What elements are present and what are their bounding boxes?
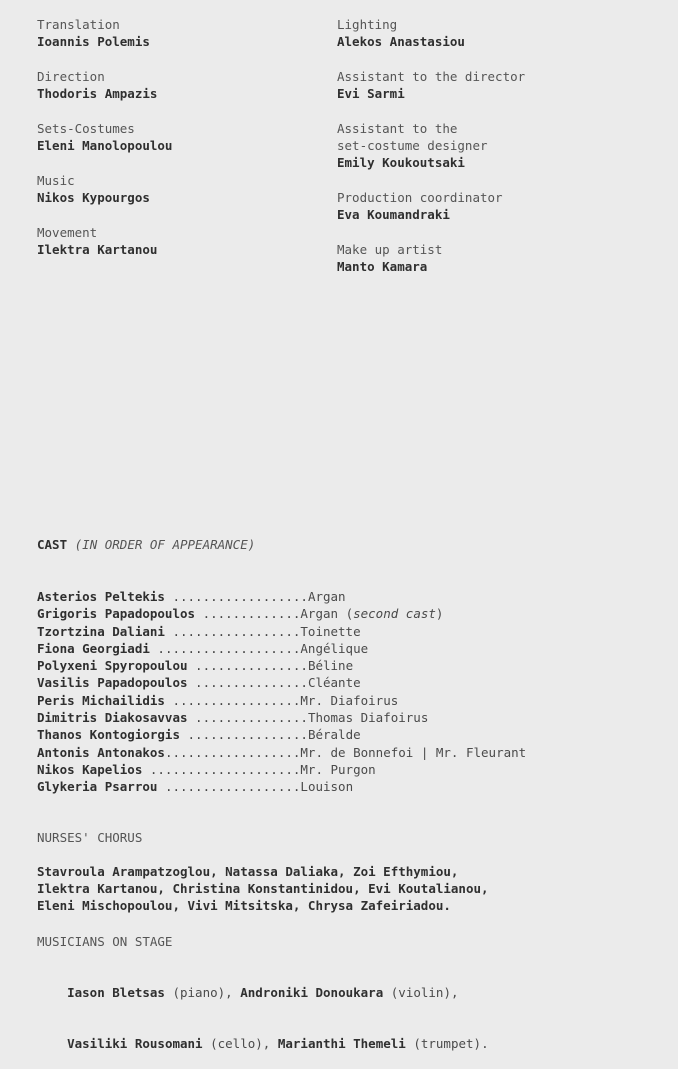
credit-name: Manto Kamara — [337, 259, 428, 274]
cast-role: Louison — [300, 779, 354, 795]
cast-row — [37, 640, 526, 657]
cast-leader-dots: ............... — [187, 675, 308, 691]
cast-row — [37, 623, 526, 640]
cast-row — [37, 726, 526, 743]
cast-leader-dots: ................. — [164, 623, 301, 639]
cast-role: Mr. Purgon — [300, 761, 376, 777]
credit-assistant-director — [337, 68, 637, 102]
credit-music — [37, 172, 337, 206]
credit-role: Production coordinator — [337, 190, 503, 205]
cast-role: Toinette — [300, 623, 361, 639]
credit-name: Alekos Anastasiou — [337, 34, 465, 49]
musician-separator: , — [225, 985, 233, 1000]
cast-leader-dots: ................. — [164, 692, 301, 708]
cast-row — [37, 709, 526, 726]
cast-list — [37, 588, 526, 796]
cast-row — [37, 778, 526, 795]
credit-role: Sets-Costumes — [37, 121, 135, 136]
cast-row — [37, 692, 526, 709]
credit-name: Ioannis Polemis — [37, 34, 150, 49]
cast-role: Argan — [300, 606, 339, 622]
cast-leader-dots: .................. — [164, 744, 301, 760]
cast-leader-dots: .................... — [142, 761, 301, 777]
cast-leader-dots: ............. — [195, 606, 301, 622]
cast-actor: Thanos Kontogiorgis — [37, 727, 180, 743]
musician-instrument: (cello) — [210, 1036, 263, 1051]
musicians-list — [37, 967, 657, 1069]
musicians-line — [37, 967, 657, 1018]
cast-row — [37, 588, 526, 605]
cast-leader-dots: .................. — [157, 779, 301, 795]
cast-subtitle: (IN ORDER OF APPEARANCE) — [74, 537, 256, 552]
cast-role: Béline — [307, 658, 354, 674]
cast-actor: Dimitris Diakosavvas — [37, 710, 188, 726]
musician-name: Iason Bletsas — [67, 985, 165, 1000]
credit-name: Emily Koukoutsaki — [337, 155, 465, 170]
musicians-line — [37, 1018, 657, 1069]
credit-role: Assistant to the — [337, 121, 458, 136]
cast-heading — [37, 536, 255, 553]
credit-role: Lighting — [337, 17, 398, 32]
nurses-line: Ilektra Kartanou, Christina Konstantinidou, Evi Koutalianou, — [37, 881, 489, 896]
musician-name: Androniki Donoukara — [240, 985, 384, 1000]
musician-name: Marianthi Themeli — [277, 1036, 406, 1051]
cast-leader-dots: ................... — [149, 640, 301, 656]
cast-actor: Antonis Antonakos — [37, 744, 165, 760]
cast-actor: Glykeria Psarrou — [37, 779, 158, 795]
credit-sets-costumes — [37, 120, 337, 154]
credit-name: Thodoris Ampazis — [37, 86, 158, 101]
credit-lighting — [337, 16, 637, 50]
credit-role: Assistant to the director — [337, 69, 526, 84]
cast-role: Angélique — [300, 640, 369, 656]
cast-row — [37, 657, 526, 674]
cast-actor: Asterios Peltekis — [37, 589, 165, 604]
credit-role: Direction — [37, 69, 105, 84]
cast-actor: Fiona Georgiadi — [37, 640, 150, 656]
musician-separator: . — [481, 1036, 489, 1051]
musician-separator: , — [450, 985, 459, 1000]
credit-assistant-set-costume — [337, 120, 637, 171]
credit-direction — [37, 68, 337, 102]
nurses-chorus-heading: NURSES' CHORUS — [37, 830, 143, 845]
cast-row — [37, 674, 526, 691]
credit-role: Translation — [37, 17, 120, 32]
nurses-line: Eleni Mischopoulou, Vivi Mitsitska, Chrysa Zafeiriadou. — [37, 898, 451, 913]
credit-production-coordinator — [337, 189, 637, 223]
credit-role: Make up artist — [337, 242, 443, 257]
cast-actor: Polyxeni Spyropoulou — [37, 658, 188, 674]
nurses-chorus-list — [37, 863, 657, 914]
credit-translation — [37, 16, 337, 50]
credit-name: Nikos Kypourgos — [37, 190, 150, 205]
cast-title: CAST — [37, 537, 68, 552]
cast-role: Argan — [307, 589, 346, 604]
musician-separator: , — [262, 1036, 271, 1051]
cast-role: Béralde — [307, 727, 361, 743]
credit-name: Eva Koumandraki — [337, 207, 450, 222]
cast-actor: Vasilis Papadopoulos — [37, 675, 188, 691]
credit-make-up-artist — [337, 241, 637, 275]
cast-leader-dots: ................ — [180, 727, 308, 743]
credit-movement — [37, 224, 337, 258]
musician-name: Vasiliki Rousomani — [67, 1036, 203, 1051]
cast-role: Mr. de Bonnefoi | Mr. Fleurant — [300, 744, 527, 760]
credit-name: Evi Sarmi — [337, 86, 405, 101]
cast-role: Cléante — [307, 675, 361, 691]
musicians-heading: MUSICIANS ON STAGE — [37, 934, 173, 949]
cast-role: Mr. Diafoirus — [300, 692, 399, 708]
cast-leader-dots: ............... — [187, 710, 308, 726]
cast-leader-dots: .................. — [164, 589, 308, 604]
musician-instrument: (violin) — [390, 985, 451, 1000]
cast-row — [37, 761, 526, 778]
cast-actor: Peris Michailidis — [37, 692, 165, 708]
musician-instrument: (piano) — [172, 985, 226, 1000]
cast-actor: Grigoris Papadopoulos — [37, 606, 196, 622]
cast-role: Thomas Diafoirus — [307, 710, 429, 726]
cast-leader-dots: ............... — [187, 658, 308, 674]
credit-role: set-costume designer — [337, 138, 488, 153]
credit-role: Movement — [37, 225, 98, 240]
credits-left-column — [37, 16, 337, 276]
cast-actor: Nikos Kapelios — [37, 761, 143, 777]
credit-role: Music — [37, 173, 75, 188]
cast-row — [37, 744, 526, 761]
musician-instrument: (trumpet) — [413, 1036, 482, 1051]
nurses-line: Stavroula Arampatzoglou, Natassa Daliaka, Zoi Efthymiou, — [37, 864, 459, 879]
cast-actor: Tzortzina Daliani — [37, 623, 165, 639]
credits-right-column — [337, 16, 637, 293]
cast-row: Grigoris Papadopoulos .............Argan (second cast) — [37, 606, 444, 622]
credit-name: Ilektra Kartanou — [37, 242, 158, 257]
cast-role-note: second cast — [353, 606, 436, 622]
credit-name: Eleni Manolopoulou — [37, 138, 173, 153]
